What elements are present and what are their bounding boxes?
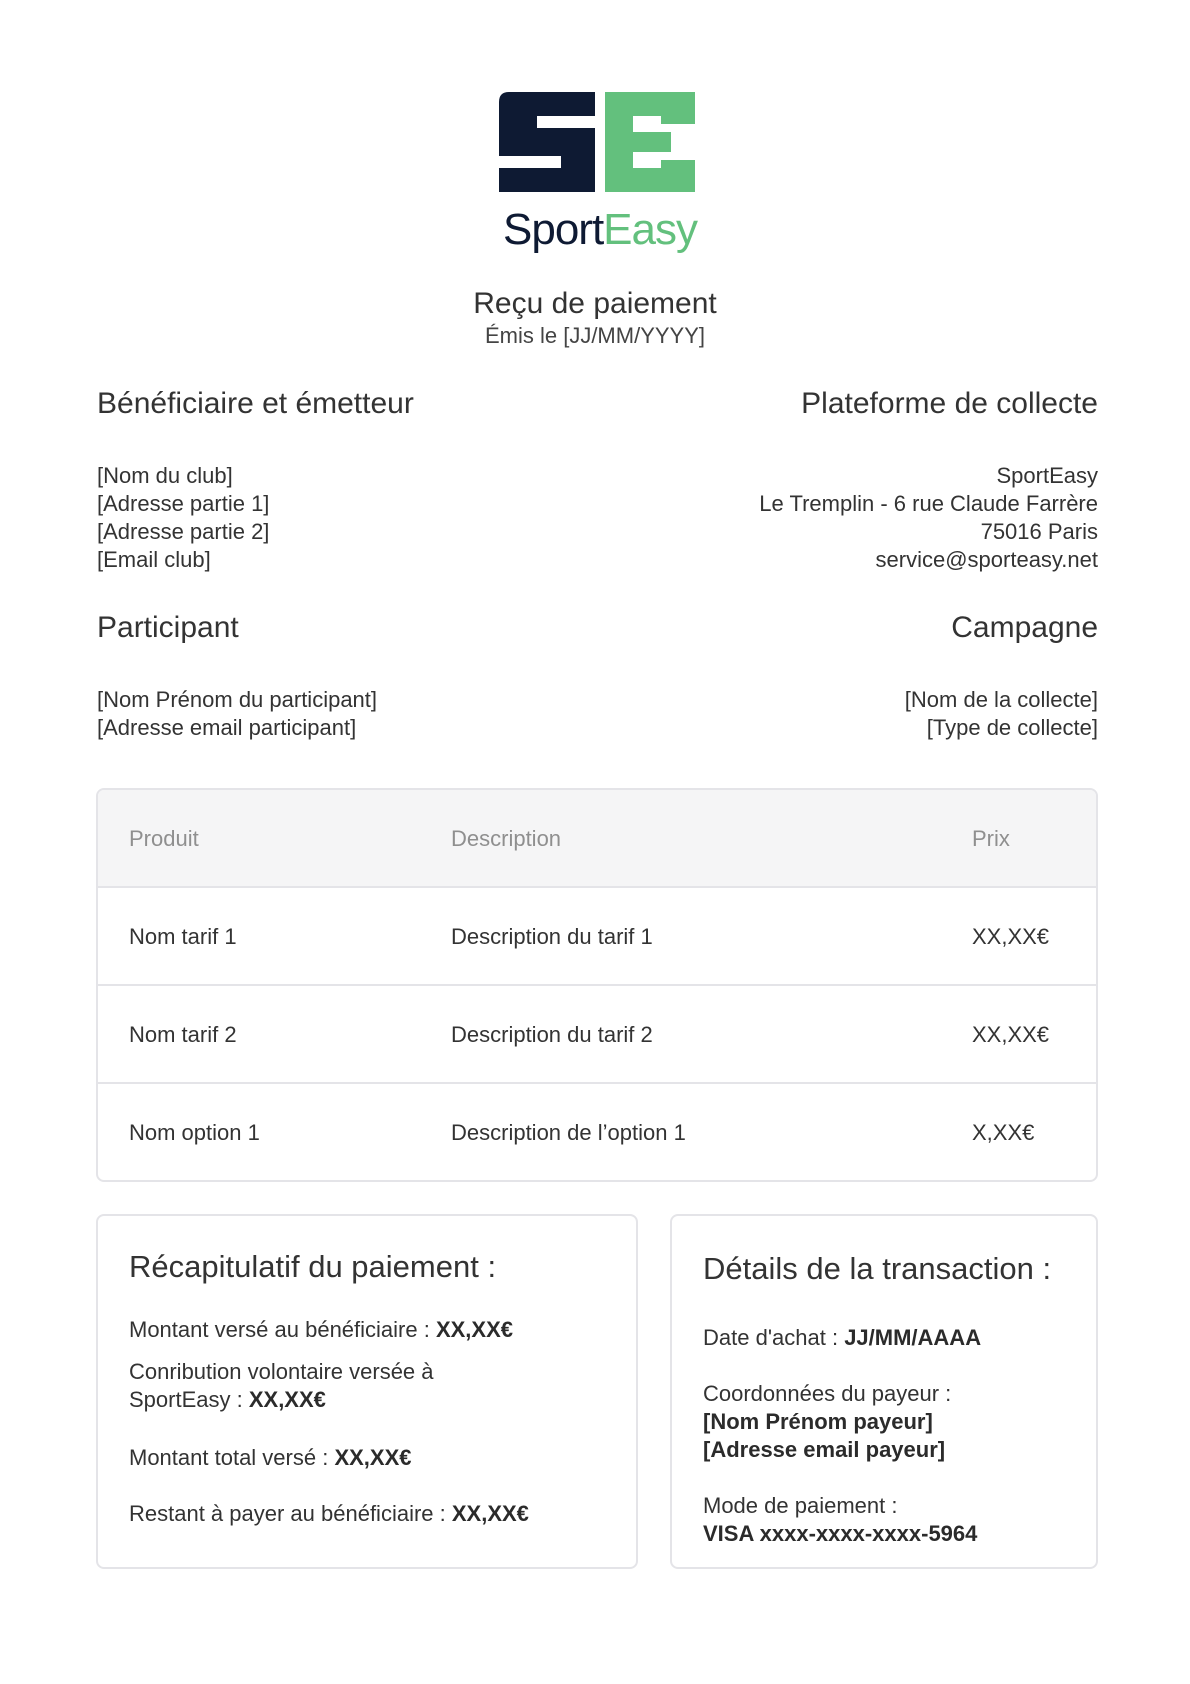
platform-heading: Plateforme de collecte xyxy=(801,387,1098,420)
brand-name-easy: Easy xyxy=(603,205,697,254)
remaining-amount xyxy=(129,1500,529,1528)
payment-mode-value: VISA xxxx-xxxx-xxxx-5964 xyxy=(703,1521,978,1546)
participant-name: [Nom Prénom du participant] xyxy=(97,687,378,712)
payer-name: [Nom Prénom payeur] xyxy=(703,1409,933,1434)
participant-heading: Participant xyxy=(97,611,239,644)
platform-details xyxy=(759,462,1098,574)
club-email: [Email club] xyxy=(97,547,211,572)
platform-name: SportEasy xyxy=(996,463,1098,488)
amount-to-beneficiary-label: Montant versé au bénéficiaire : xyxy=(129,1317,436,1342)
product-name: Nom tarif 1 xyxy=(129,924,237,949)
product-description: Description du tarif 1 xyxy=(451,924,653,949)
campaign-name: [Nom de la collecte] xyxy=(904,687,1098,712)
remaining-amount-label: Restant à payer au bénéficiaire : xyxy=(129,1501,452,1526)
total-amount-label: Montant total versé : xyxy=(129,1445,335,1470)
campaign-type: [Type de collecte] xyxy=(926,715,1098,740)
voluntary-contribution-value: XX,XX€ xyxy=(248,1387,326,1412)
platform-city: 75016 Paris xyxy=(980,519,1098,544)
total-amount-value: XX,XX€ xyxy=(334,1445,412,1470)
se-monogram-icon xyxy=(495,92,705,192)
purchase-date-label: Date d'achat : xyxy=(703,1325,845,1350)
club-name: [Nom du club] xyxy=(97,463,233,488)
issue-date: Émis le [JJ/MM/YYYY] xyxy=(484,323,706,348)
table-row xyxy=(98,1084,1096,1182)
campaign-heading: Campagne xyxy=(951,611,1098,644)
voluntary-contribution xyxy=(129,1358,434,1414)
product-price: XX,XX€ xyxy=(972,1022,1050,1047)
product-price: XX,XX€ xyxy=(972,924,1050,949)
platform-email: service@sporteasy.net xyxy=(875,547,1098,572)
product-name: Nom tarif 2 xyxy=(129,1022,237,1047)
club-address-2: [Adresse partie 2] xyxy=(97,519,270,544)
product-price: X,XX€ xyxy=(972,1120,1035,1145)
club-address-1: [Adresse partie 1] xyxy=(97,491,270,516)
table-row xyxy=(98,888,1096,986)
product-name: Nom option 1 xyxy=(129,1120,260,1145)
sporteasy-logo xyxy=(495,92,705,257)
voluntary-contribution-label-2: SportEasy : xyxy=(129,1387,249,1412)
transaction-details-title: Détails de la transaction : xyxy=(703,1251,1052,1286)
campaign-details xyxy=(905,686,1098,742)
payer-details xyxy=(703,1380,951,1464)
purchase-date-value: JJ/MM/AAAA xyxy=(844,1325,982,1350)
payment-mode-label: Mode de paiement : xyxy=(703,1493,898,1518)
payment-mode xyxy=(703,1492,977,1548)
beneficiary-details xyxy=(97,462,269,574)
amount-to-beneficiary xyxy=(129,1316,513,1344)
table-header-row xyxy=(98,790,1096,888)
brand-name-sport: Sport xyxy=(503,205,604,254)
brand-wordmark xyxy=(495,205,705,255)
payment-summary-box xyxy=(96,1214,638,1569)
voluntary-contribution-label-1: Conribution volontaire versée à xyxy=(129,1359,434,1384)
products-table xyxy=(96,788,1098,1182)
column-header-price: Prix xyxy=(972,826,1010,851)
amount-to-beneficiary-value: XX,XX€ xyxy=(435,1317,513,1342)
purchase-date xyxy=(703,1324,981,1352)
table-row xyxy=(98,986,1096,1084)
page-title: Reçu de paiement xyxy=(473,287,717,320)
payer-label: Coordonnées du payeur : xyxy=(703,1381,952,1406)
remaining-amount-value: XX,XX€ xyxy=(451,1501,529,1526)
participant-details xyxy=(97,686,377,742)
total-amount xyxy=(129,1444,411,1472)
product-description: Description du tarif 2 xyxy=(451,1022,653,1047)
platform-address: Le Tremplin - 6 rue Claude Farrère xyxy=(759,491,1098,516)
beneficiary-heading: Bénéficiaire et émetteur xyxy=(97,387,414,420)
participant-email: [Adresse email participant] xyxy=(97,715,357,740)
product-description: Description de l’option 1 xyxy=(451,1120,686,1145)
column-header-description: Description xyxy=(451,826,562,851)
payer-email: [Adresse email payeur] xyxy=(703,1437,946,1462)
transaction-details-box xyxy=(670,1214,1098,1569)
payment-summary-title: Récapitulatif du paiement : xyxy=(129,1249,497,1284)
column-header-product: Produit xyxy=(129,826,199,851)
